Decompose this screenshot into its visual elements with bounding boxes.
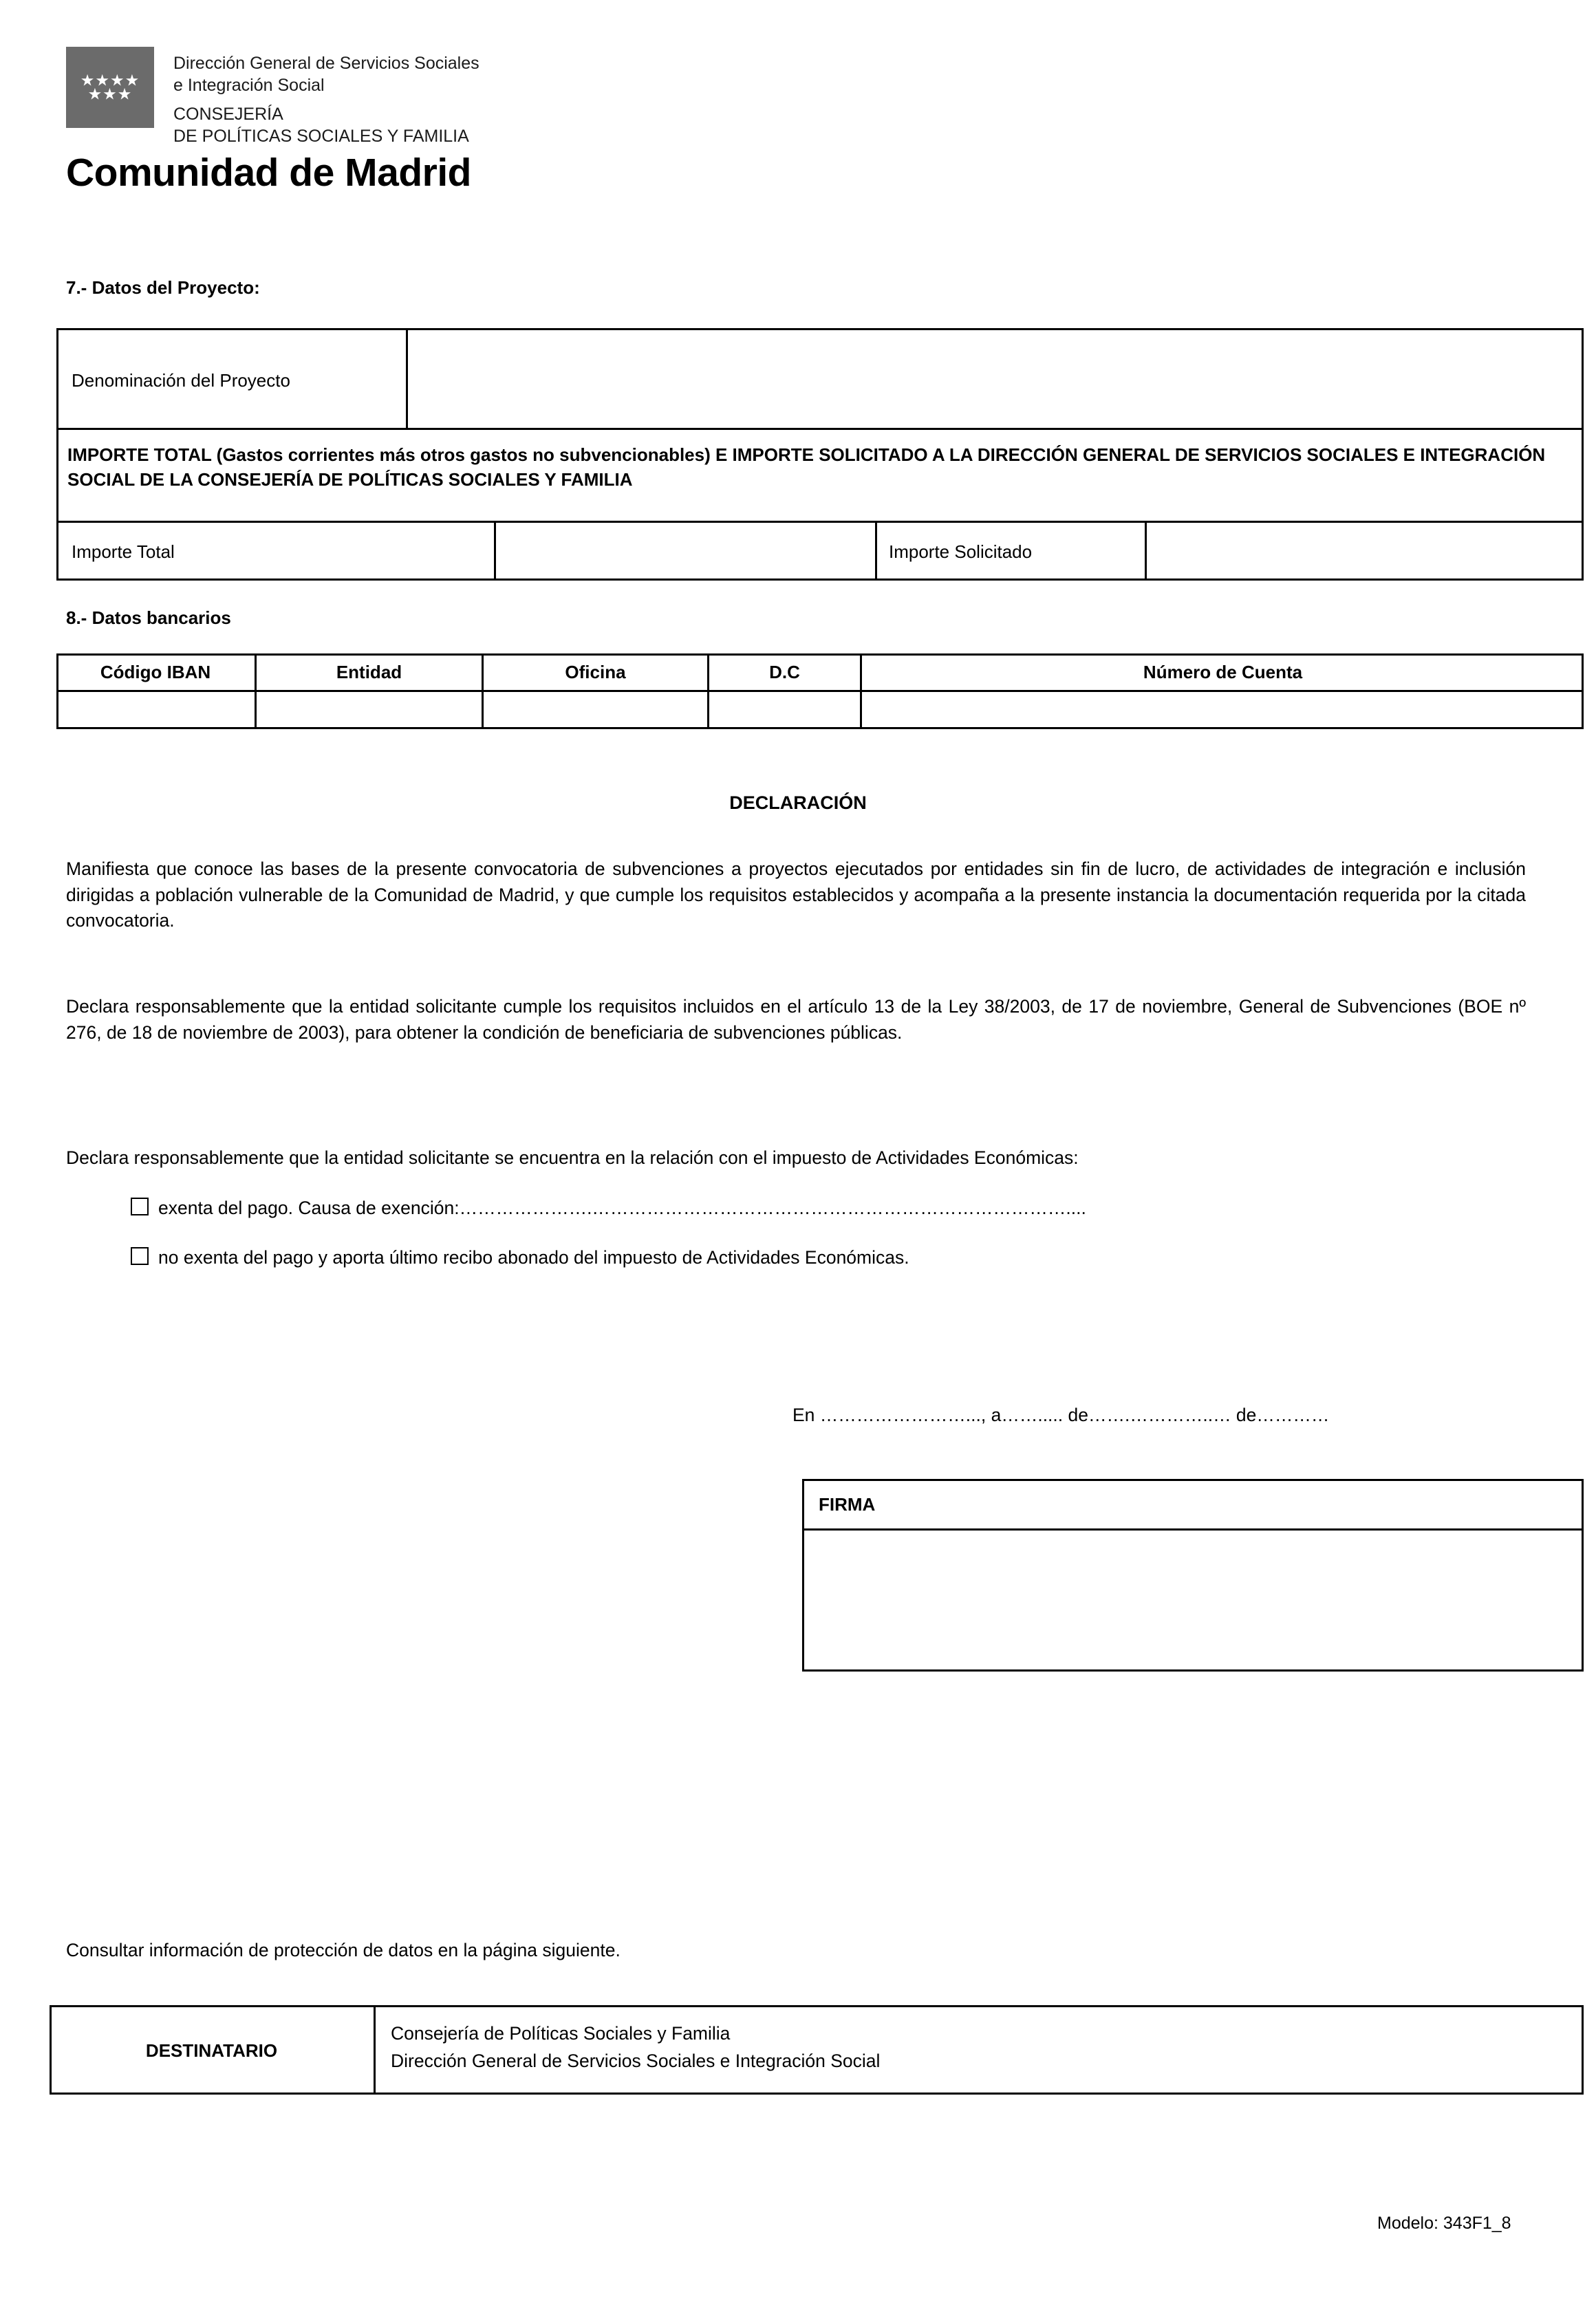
bank-header-divider (56, 690, 1584, 692)
destinatario-col-divider (374, 2005, 376, 2095)
option-no-exenta-row[interactable] (131, 1245, 909, 1271)
declaration-paragraph-3: Declara responsablemente que la entidad solicitante se encuentra en la relación con el impuesto de Actividades Económicas: (66, 1147, 1079, 1168)
col-divider-importe-solicitado-label (875, 521, 877, 581)
option-no-exenta-label: no exenta del pago y aporta último recibo abonado del impuesto de Actividades Económicas. (158, 1247, 909, 1268)
bank-col-header-oficina: Oficina (565, 662, 626, 682)
model-code: Modelo: 343F1_8 (1377, 2214, 1511, 2233)
signature-box[interactable] (802, 1479, 1584, 1672)
bank-col-header-cuenta: Número de Cuenta (1143, 662, 1303, 682)
signature-label: FIRMA (819, 1494, 876, 1515)
destinatario-line-2: Dirección General de Servicios Sociales e Integración Social (391, 2051, 881, 2071)
importe-block-text: IMPORTE TOTAL (Gastos corrientes más otros gastos no subvencionables) E IMPORTE SOLICITADO A LA DIRECCIÓN GENERAL DE SERVICIOS SOCIALES E INTEGRACIÓN SOCIAL DE LA CONSEJERÍA DE POLÍTICAS SOCIALES Y FAMILIA (67, 444, 1546, 490)
dept-line-2: DE POLÍTICAS SOCIALES Y FAMILIA (173, 127, 469, 146)
importe-total-label: Importe Total (72, 541, 175, 562)
bank-col-header-dc: D.C (769, 662, 800, 682)
privacy-note: Consultar información de protección de datos en la página siguiente. (66, 1940, 621, 1960)
row-divider-importe (56, 521, 1584, 523)
destinatario-label: DESTINATARIO (145, 2040, 278, 2061)
comunidad-de-madrid-logo-icon (66, 47, 154, 128)
option-exenta-label: exenta del pago. Causa de exención:………………….…………………………………………………………………….... (158, 1198, 1086, 1218)
option-exenta-row[interactable] (131, 1196, 1086, 1221)
logo-stars-top: ★★★★ (80, 71, 140, 89)
col-divider-importe-solicitado-value (1145, 521, 1147, 581)
signature-box-divider (802, 1528, 1584, 1531)
org-line-1: Dirección General de Servicios Sociales (173, 54, 479, 73)
brand-title: Comunidad de Madrid (66, 151, 471, 195)
checkbox-exenta-icon[interactable] (131, 1198, 149, 1215)
dept-line-1: CONSEJERÍA (173, 105, 283, 124)
col-divider-project (406, 328, 408, 428)
section-7-title: 7.- Datos del Proyecto: (66, 277, 260, 298)
checkbox-no-exenta-icon[interactable] (131, 1247, 149, 1265)
declaration-paragraph-2: Declara responsablemente que la entidad solicitante cumple los requisitos incluidos en el artículo 13 de la Ley 38/2003, de 17 de noviembre, General de Subvenciones (BOE nº 276, de 18 de noviembre de 2003), para obtener la condición de beneficiaria de subvenciones públicas. (66, 996, 1526, 1043)
bank-col-header-iban: Código IBAN (100, 662, 211, 682)
row-divider-project (56, 428, 1584, 430)
document-header (66, 47, 479, 147)
section-8-title: 8.- Datos bancarios (66, 607, 231, 628)
org-line-2: e Integración Social (173, 76, 325, 95)
col-divider-importe-total-value (494, 521, 496, 581)
importe-solicitado-label: Importe Solicitado (889, 541, 1033, 562)
place-and-date-line[interactable]: En ……………………..., a……..... de…….…………..… de………… (792, 1405, 1330, 1425)
logo-stars-bottom: ★★★ (87, 85, 133, 102)
bank-col-header-entidad: Entidad (336, 662, 402, 682)
header-text-block (173, 47, 479, 147)
declaration-paragraph-1: Manifiesta que conoce las bases de la presente convocatoria de subvenciones a proyectos ejecutados por entidades sin fin de lucro, de actividades de integración e inclusión dirigidas a población vulnerable de la Comunidad de Madrid, y que cumple los requisitos establecidos y acompaña a la presente instancia la documentación requerida por la citada convocatoria. (66, 858, 1526, 931)
destinatario-line-1: Consejería de Políticas Sociales y Familia (391, 2023, 731, 2044)
declaration-title: DECLARACIÓN (729, 792, 867, 813)
project-name-label: Denominación del Proyecto (72, 370, 290, 391)
